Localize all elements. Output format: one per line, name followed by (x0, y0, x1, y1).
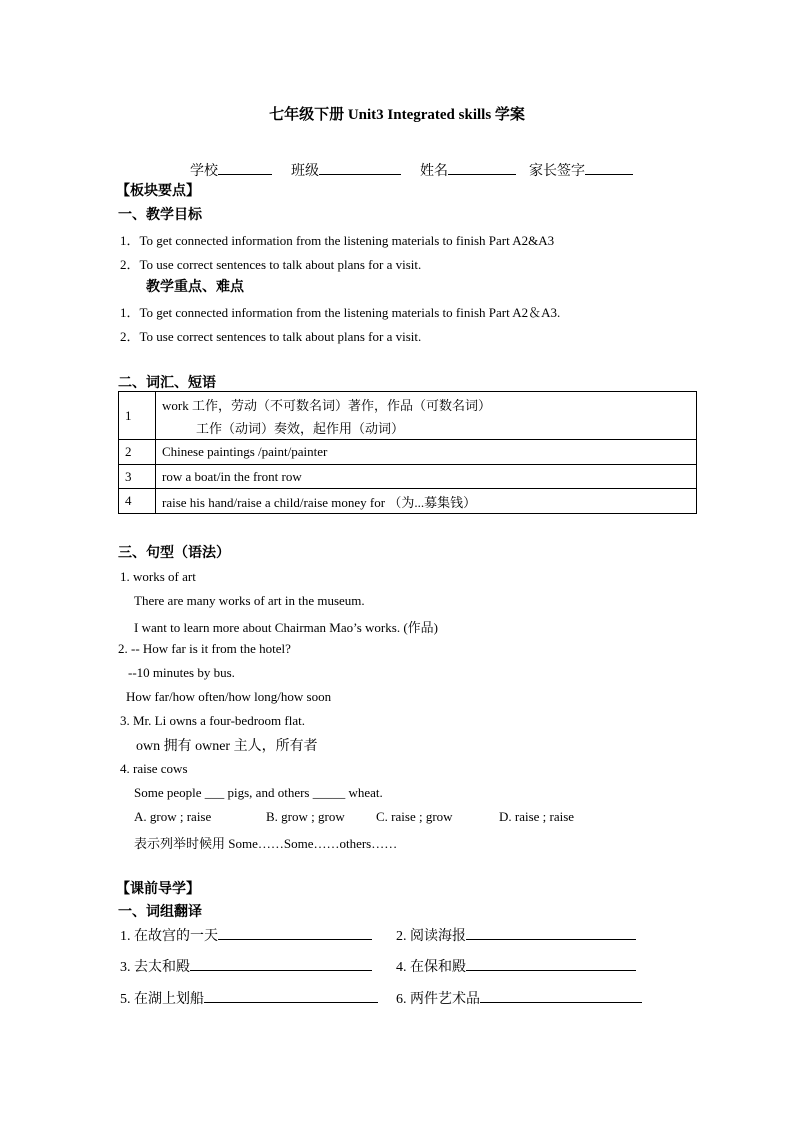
vocab-text: work 工作，劳动（不可数名词）著作，作品（可数名词） (162, 397, 491, 413)
section-heading-key-points: 【板块要点】 (116, 184, 200, 199)
grammar-title: 三、句型（语法） (118, 546, 230, 561)
school-label: 学校 (190, 164, 218, 179)
translation-item (120, 956, 372, 976)
grammar-line: There are many works of art in the museum. (134, 593, 365, 608)
translation-prompt: 4. 在保和殿 (396, 960, 466, 975)
table-row (119, 440, 697, 465)
translation-blank[interactable] (466, 926, 636, 940)
name-field[interactable] (448, 160, 516, 175)
section-heading-preview: 【课前导学】 (116, 882, 200, 897)
row-number: 1 (119, 392, 156, 440)
translation-prompt: 5. 在湖上划船 (120, 992, 204, 1007)
row-number: 4 (119, 489, 156, 514)
school-field[interactable] (218, 160, 272, 175)
vocab-title: 二、词汇、短语 (118, 376, 216, 391)
translation-blank[interactable] (190, 957, 372, 971)
vocab-text: 工作（动词）奏效，起作用（动词） (196, 420, 405, 436)
grammar-line: 1. works of art (120, 569, 196, 584)
translation-blank[interactable] (480, 989, 642, 1003)
info-line (190, 160, 633, 180)
translation-item (120, 988, 378, 1008)
goals-title: 一、教学目标 (118, 208, 202, 223)
grammar-line: How far/how often/how long/how soon (126, 689, 332, 704)
row-number: 3 (119, 465, 156, 489)
class-field[interactable] (319, 160, 401, 175)
translation-blank[interactable] (466, 957, 636, 971)
vocab-text: row a boat/in the front row (156, 465, 697, 489)
name-label: 姓名 (420, 164, 448, 179)
row-number: 2 (119, 440, 156, 465)
option-b: B. grow ; grow (266, 809, 345, 824)
table-row (119, 489, 697, 514)
translation-prompt: 1. 在故宫的一天 (120, 929, 218, 944)
key-item: 2．To use correct sentences to talk about plans for a visit. (120, 329, 422, 344)
option-c: C. raise ; grow (376, 809, 453, 824)
translation-item (120, 925, 372, 945)
phrase-translation-title: 一、词组翻译 (118, 905, 202, 920)
vocab-cell (156, 392, 697, 440)
vocab-text: Chinese paintings /paint/painter (156, 440, 697, 465)
translation-blank[interactable] (218, 926, 372, 940)
option-a: A. grow ; raise (134, 809, 212, 824)
translation-prompt: 2. 阅读海报 (396, 929, 466, 944)
key-item: 1．To get connected information from the listening materials to finish Part A2＆A3. (120, 305, 561, 320)
class-label: 班级 (291, 164, 319, 179)
grammar-line: 3. Mr. Li owns a four-bedroom flat. (120, 713, 305, 728)
table-row (119, 392, 697, 440)
translation-prompt: 6. 两件艺术品 (396, 992, 480, 1007)
grammar-line: Some people ___ pigs, and others _____ wheat. (134, 785, 383, 800)
option-d: D. raise ; raise (499, 809, 575, 824)
grammar-line: --10 minutes by bus. (128, 665, 235, 680)
table-row (119, 465, 697, 489)
grammar-line: 表示列举时候用 Some……Some……others…… (134, 836, 398, 851)
grammar-line: I want to learn more about Chairman Mao’s works. (作品) (134, 620, 438, 635)
vocab-table (118, 391, 697, 514)
translation-item (396, 988, 642, 1008)
goal-item: 2．To use correct sentences to talk about plans for a visit. (120, 257, 422, 272)
key-points-title: 教学重点、难点 (146, 280, 244, 295)
vocab-text: raise his hand/raise a child/raise money for （为...募集钱） (156, 489, 697, 514)
grammar-line: own 拥有 owner 主人，所有者 (136, 739, 318, 754)
grammar-line: 4. raise cows (120, 761, 188, 776)
translation-item (396, 956, 636, 976)
grammar-line: 2. -- How far is it from the hotel? (118, 641, 291, 656)
translation-blank[interactable] (204, 989, 378, 1003)
goal-item: 1．To get connected information from the listening materials to finish Part A2&A3 (120, 233, 555, 248)
parent-signature-label: 家长签字 (529, 164, 585, 179)
page-title: 七年级下册 Unit3 Integrated skills 学案 (269, 107, 525, 123)
parent-signature-field[interactable] (585, 160, 633, 175)
translation-item (396, 925, 636, 945)
translation-prompt: 3. 去太和殿 (120, 960, 190, 975)
